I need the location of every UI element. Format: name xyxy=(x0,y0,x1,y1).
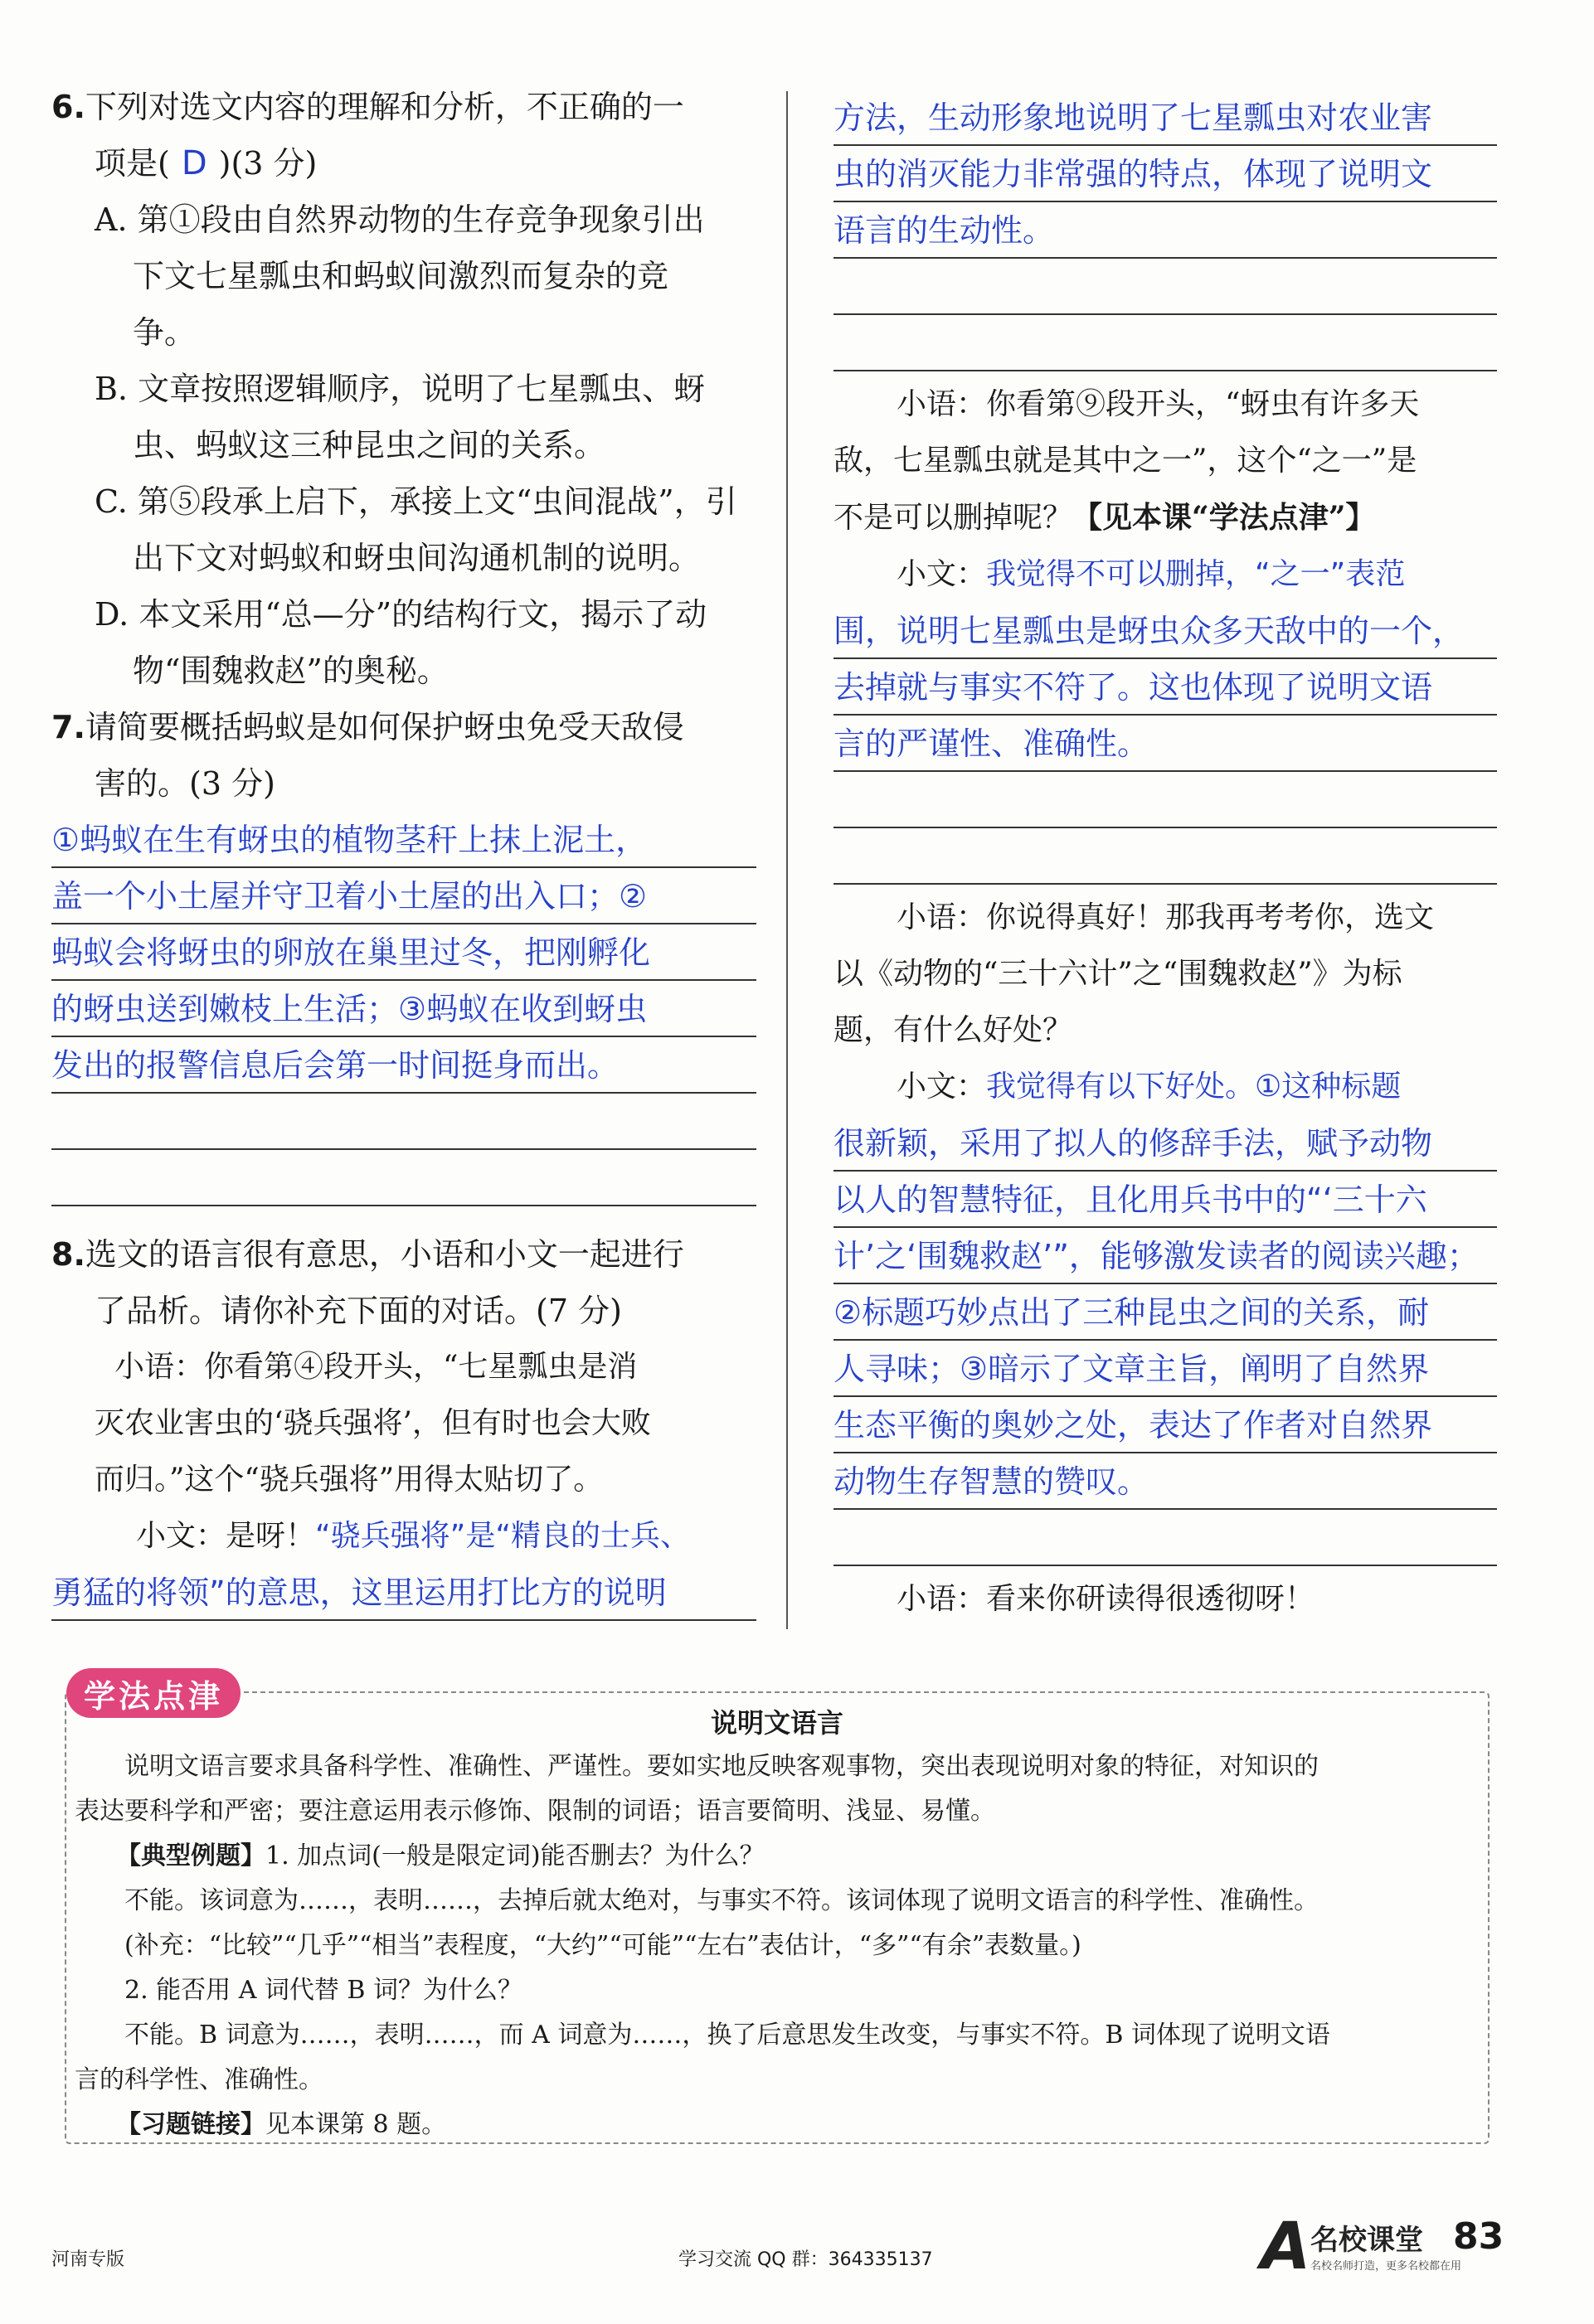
brand-logo xyxy=(1261,2210,1462,2284)
q8-dialog-xiaowen-label-3: 小文： xyxy=(897,1070,987,1104)
q6-stem-pre: 项是( xyxy=(95,145,170,182)
q8-answer-3-line: ②标题巧妙点出了三种昆虫之间的关系，耐 xyxy=(833,1284,1497,1341)
q7-answer-line: ①蚂蚁在生有蚜虫的植物茎秆上抹上泥土， xyxy=(51,812,756,868)
q8-dialog-xiaowen-label-2: 小文： xyxy=(897,557,987,591)
q8-dialog-xiaoyu-3-line2: 以《动物的“三十六计”之“围魏救赵”》为标 xyxy=(833,957,1402,991)
qq-group-label: 学习交流 QQ 群：364335137 xyxy=(678,2249,933,2270)
q7-answer-line: 蚂蚁会将蚜虫的卵放在巢里过冬，把刚孵化 xyxy=(51,924,756,981)
column-divider xyxy=(786,91,788,1629)
logo-subtitle: 名校名师打造，更多名校都在用 xyxy=(1310,2260,1462,2273)
example-answer-2-line2: 言的科学性、准确性。 xyxy=(75,2065,323,2094)
q6-option-d-line1: D. 本文采用“总—分”的结构行文，揭示了动 xyxy=(95,596,707,633)
q6-option-a-line3: 争。 xyxy=(133,314,197,351)
q8-dialog-xiaoyu-4: 小语：看来你研读得很透彻呀！ xyxy=(897,1582,1315,1616)
q8-number: 8. xyxy=(51,1236,85,1273)
edition-label: 河南专版 xyxy=(51,2249,125,2270)
q7-blank-line xyxy=(51,1094,756,1150)
q8-answer-2-line: 去掉就与事实不符了。这也体现了说明文语 xyxy=(833,659,1497,716)
q6-option-b-line1: B. 文章按照逻辑顺序，说明了七星瓢虫、蚜 xyxy=(95,371,706,407)
q8-dialog-xiaoyu-1-line1: 小语：你看第④段开头，“七星瓢虫是消 xyxy=(114,1350,638,1384)
example-question-1: 1. 加点词(一般是限定词)能否删去？为什么？ xyxy=(265,1841,765,1870)
left-column xyxy=(51,79,756,1621)
q8-dialog-xiaoyu-2-line1: 小语：你看第⑨段开头，“蚜虫有许多天 xyxy=(897,387,1420,421)
q8-answer-2-line: 围，说明七星瓢虫是蚜虫众多天敌中的一个， xyxy=(833,603,1497,659)
study-tip-box xyxy=(65,1691,1490,2144)
q8-blank-line xyxy=(833,259,1497,315)
q8-answer-3-line: 人寻味；③暗示了文章主旨，阐明了自然界 xyxy=(833,1341,1497,1397)
q8-dialog-xiaoyu-3-line1: 小语：你说得真好！那我再考考你，选文 xyxy=(897,900,1435,934)
logo-letter: A xyxy=(1261,2210,1311,2284)
q8-dialog-xiaowen-label: 小文：是呀！ xyxy=(136,1519,316,1553)
q6-option-c-line1: C. 第⑤段承上启下，承接上文“虫间混战”，引 xyxy=(95,483,737,520)
q7-blank-line xyxy=(51,1150,756,1206)
q8-blank-line xyxy=(833,1510,1497,1566)
q7-stem-line1: 请简要概括蚂蚁是如何保护蚜虫免受天敌侵 xyxy=(85,709,684,745)
q7-answer-area xyxy=(51,812,756,1206)
example-answer-1-note: (补充：“比较”“几乎”“相当”表程度，“大约”“可能”“左右”表估计，“多”“有余”表数量。) xyxy=(124,1931,1081,1960)
q8-blank-line xyxy=(833,828,1497,885)
study-tip-intro-line2: 表达要科学和严密；要注意运用表示修饰、限制的词语；语言要简明、浅显、易懂。 xyxy=(75,1797,995,1826)
q8-dialog-xiaoyu-2-line2: 敌，七星瓢虫就是其中之一”，这个“之一”是 xyxy=(833,444,1417,478)
study-tip-tag-label: 学法点津 xyxy=(83,1677,223,1715)
q6-option-a-line1: A. 第①段由自然界动物的生存竞争现象引出 xyxy=(95,201,705,238)
q8-answer-1-line: 方法，生动形象地说明了七星瓢虫对农业害 xyxy=(833,90,1497,146)
q8-dialog-xiaoyu-1-line2: 灭农业害虫的‘骁兵强将’，但有时也会大败 xyxy=(95,1406,651,1440)
q8-answer-3-line: 生态平衡的奥妙之处，表达了作者对自然界 xyxy=(833,1397,1497,1453)
q6-option-c-line2: 出下文对蚂蚁和蚜虫间沟通机制的说明。 xyxy=(133,540,701,576)
q8-blank-line xyxy=(833,772,1497,828)
q8-dialog-xiaoyu-1-line3: 而归。”这个“骁兵强将”用得太贴切了。 xyxy=(95,1463,604,1497)
page-number: 83 xyxy=(1453,2215,1504,2258)
q7-stem-line2: 害的。(3 分) xyxy=(95,765,275,802)
question-7 xyxy=(51,699,756,1206)
q7-answer-line: 盖一个小土屋并守卫着小土屋的出入口；② xyxy=(51,868,756,924)
example-question-2: 2. 能否用 A 词代替 B 词？为什么？ xyxy=(124,1976,523,2005)
q7-number: 7. xyxy=(51,709,85,745)
q8-blank-line xyxy=(833,315,1497,371)
q8-dialog-xiaoyu-3-line3: 题，有什么好处？ xyxy=(833,1013,1073,1047)
q8-answer-1-line: 勇猛的将领”的意思，这里运用打比方的说明 xyxy=(51,1565,756,1621)
q8-answer-1-line: 虫的消灭能力非常强的特点，体现了说明文 xyxy=(833,146,1497,202)
exercise-link-label: 【习题链接】 xyxy=(116,2110,265,2139)
q8-study-tip-link: 【见本课“学法点津”】 xyxy=(1072,500,1376,535)
study-tip-title: 说明文语言 xyxy=(710,1707,843,1739)
q7-answer-line: 的蚜虫送到嫩枝上生活；③蚂蚁在收到蚜虫 xyxy=(51,981,756,1037)
q6-option-a-line2: 下文七星瓢虫和蚂蚁间激烈而复杂的竞 xyxy=(133,258,669,294)
q6-stem-line1: 下列对选文内容的理解和分析，不正确的一 xyxy=(85,89,684,125)
q6-answer: D xyxy=(181,144,207,182)
typical-example-label: 【典型例题】 xyxy=(116,1841,265,1870)
q6-number: 6. xyxy=(51,89,85,125)
question-6 xyxy=(51,79,756,699)
q8-answer-3-first: 我觉得有以下好处。①这种标题 xyxy=(986,1070,1402,1104)
study-tip-intro-line1: 说明文语言要求具备科学性、准确性、严谨性。要如实地反映客观事物，突出表现说明对象的特征，对知识的 xyxy=(124,1752,1319,1781)
study-tip-tag xyxy=(66,1668,241,1718)
example-answer-2-line1: 不能。B 词意为……，表明……，而 A 词意为……，换了后意思发生改变，与事实不符。B 词体现了说明文语 xyxy=(124,2021,1330,2050)
q7-answer-line: 发出的报警信息后会第一时间挺身而出。 xyxy=(51,1037,756,1094)
q8-answer-3-line: 动物生存智慧的赞叹。 xyxy=(833,1453,1497,1510)
exercise-link-text: 见本课第 8 题。 xyxy=(265,2110,447,2139)
q8-answer-1-first: “骁兵强将”是“精良的士兵、 xyxy=(315,1519,690,1553)
q8-answer-2-first: 我觉得不可以删掉，“之一”表范 xyxy=(986,557,1406,591)
q8-dialog-xiaoyu-2-line3: 不是可以删掉呢？ xyxy=(833,501,1073,535)
right-column xyxy=(833,90,1497,1628)
q6-option-b-line2: 虫、蚂蚁这三种昆虫之间的关系。 xyxy=(133,427,606,463)
q8-answer-3-line: 以人的智慧特征，且化用兵书中的“‘三十六 xyxy=(833,1172,1497,1228)
q6-stem-post: )(3 分) xyxy=(218,145,318,182)
question-8 xyxy=(51,1226,756,1621)
q8-answer-2-line: 言的严谨性、准确性。 xyxy=(833,716,1497,772)
example-answer-1: 不能。该词意为……，表明……，去掉后就太绝对，与事实不符。该词体现了说明文语言的科学性、准确性。 xyxy=(124,1886,1319,1915)
q8-stem-line2: 了品析。请你补充下面的对话。(7 分) xyxy=(95,1293,622,1329)
q6-option-d-line2: 物“围魏救赵”的奥秘。 xyxy=(133,653,449,689)
q8-answer-3-line: 很新颖，采用了拟人的修辞手法，赋予动物 xyxy=(833,1115,1497,1172)
logo-text: 名校课堂 xyxy=(1310,2224,1423,2257)
q8-answer-1-line: 语言的生动性。 xyxy=(833,202,1497,259)
q8-answer-3-line: 计’之‘围魏救赵’”，能够激发读者的阅读兴趣； xyxy=(833,1228,1497,1284)
q8-stem-line1: 选文的语言很有意思，小语和小文一起进行 xyxy=(85,1236,684,1273)
